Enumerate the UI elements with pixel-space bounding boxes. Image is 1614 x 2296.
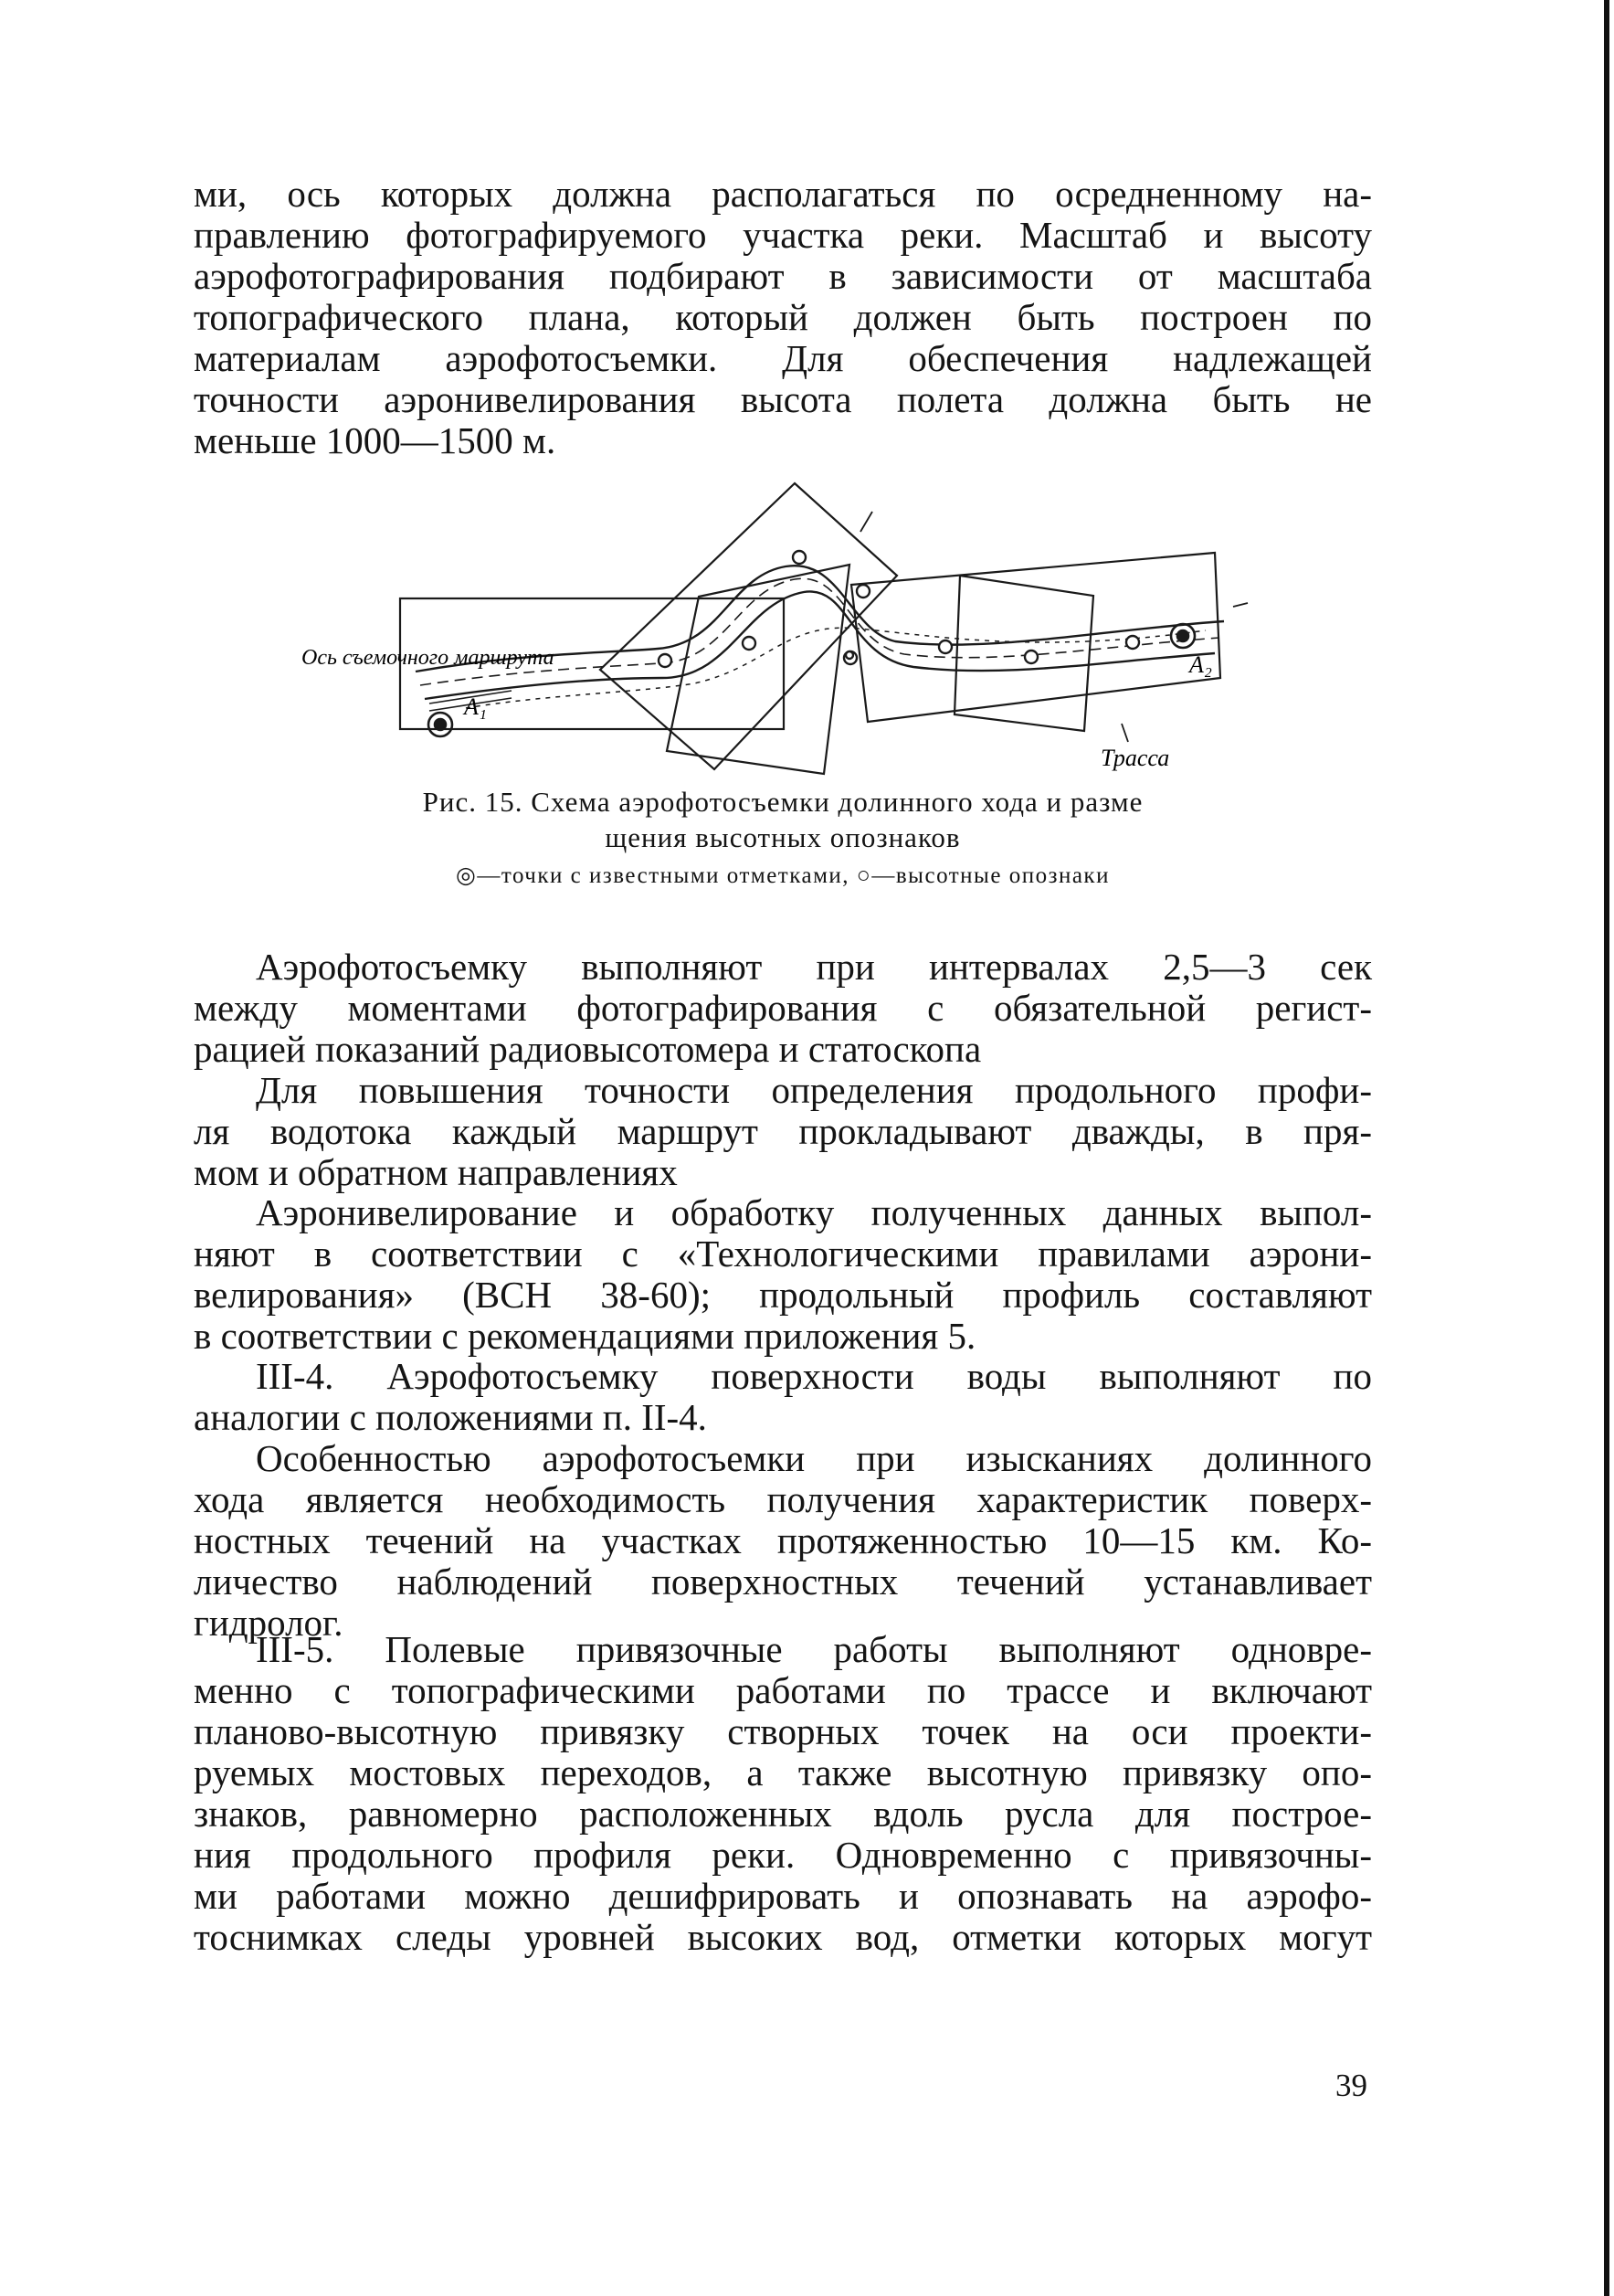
text-line: Особенностью аэрофотосъемки при изысканиях долинного xyxy=(256,1437,1372,1479)
text-line: личество наблюдений поверхностных течений устанавливает xyxy=(194,1561,1372,1603)
text-line: ния продольного профиля реки. Одновременно с привязочны- xyxy=(194,1834,1372,1876)
text-line: III-5. Полевые привязочные работы выполняют одновре- xyxy=(256,1628,1372,1670)
elevation-marker xyxy=(939,640,952,653)
page-edge-rule xyxy=(1604,0,1609,2296)
elevation-marker xyxy=(1126,636,1139,649)
text-line: ля водотока каждый маршрут прокладывают дважды, в пря- xyxy=(194,1110,1372,1152)
text-line: няют в соответствии с «Технологическими правилами аэрони- xyxy=(194,1233,1372,1275)
figure-caption-title xyxy=(194,784,1372,855)
elevation-marker xyxy=(793,551,806,564)
text-line: ми работами можно дешифрировать и опознавать на аэрофо- xyxy=(194,1875,1372,1917)
body-paragraph xyxy=(194,1192,1372,1357)
a1-label: A₁ xyxy=(464,693,487,720)
photo-frame xyxy=(851,553,1220,722)
elevation-marker xyxy=(659,654,671,667)
body-paragraph xyxy=(194,1356,1372,1438)
text-line: тоснимках следы уровней высоких вод, отметки которых могут xyxy=(194,1916,1372,1958)
text-line: знаков, равномерно расположенных вдоль русла для построе- xyxy=(194,1793,1372,1835)
page-number: 39 xyxy=(1335,2068,1367,2103)
text-line: Аэронивелирование и обработку полученных данных выпол- xyxy=(256,1191,1372,1233)
text-line: меньше 1000—1500 м. xyxy=(194,419,556,461)
text-line: велирования» (ВСН 38-60); продольный профиль составляют xyxy=(194,1274,1372,1316)
route-label: Трасса xyxy=(1101,745,1170,771)
body-paragraph xyxy=(194,947,1372,1070)
text-line: рацией показаний радиовысотомера и статоскопа xyxy=(194,1028,982,1070)
frame-tick xyxy=(1233,603,1248,607)
text-line: Аэрофотосъемку выполняют при интервалах 2,5—3 сек xyxy=(256,946,1372,988)
elevation-marker xyxy=(846,651,853,659)
text-line: мом и обратном направлениях xyxy=(194,1151,678,1193)
route-label-leader xyxy=(1122,724,1128,742)
text-line: ностных течений на участках протяженностью 10—15 км. Ко- xyxy=(194,1519,1372,1561)
figure-caption-legend: ◎—точки с известными отметками, ○—высотные опознаки xyxy=(456,863,1110,888)
text-line: материалам аэрофотосъемки. Для обеспечения надлежащей xyxy=(194,337,1372,379)
aerial-survey-scheme-figure xyxy=(292,475,1279,777)
text-line: в соответствии с рекомендациями приложения 5. xyxy=(194,1315,976,1357)
text-line: аэрофотографирования подбирают в зависимости от масштаба xyxy=(194,255,1372,297)
text-line: хода является необходимость получения характеристик поверх- xyxy=(194,1478,1372,1520)
text-line: ми, ось которых должна располагаться по осредненному на- xyxy=(194,173,1372,215)
text-line: планово-высотную привязку створных точек на оси проекти- xyxy=(194,1710,1372,1752)
benchmark-a1-marker xyxy=(435,719,446,730)
caption-line: Рис. 15. Схема аэрофотосъемки долинного хода и разме xyxy=(422,786,1144,818)
axis-label: Ось съемочного маршрута xyxy=(301,646,554,670)
a2-label: A₂ xyxy=(1189,651,1212,678)
benchmark-a2-marker xyxy=(1177,630,1188,641)
text-line: Для повышения точности определения продольного профи- xyxy=(256,1069,1372,1111)
text-line: правлению фотографируемого участка реки. Масштаб и высоту xyxy=(194,214,1372,256)
text-line: топографического плана, который должен быть построен по xyxy=(194,296,1372,338)
photo-frame xyxy=(667,565,849,774)
elevation-marker xyxy=(1025,651,1038,663)
text-line: аналогии с положениями п. II-4. xyxy=(194,1396,707,1438)
body-paragraph xyxy=(194,1629,1372,1958)
text-line: между моментами фотографирования с обязательной регист- xyxy=(194,987,1372,1029)
text-line: точности аэронивелирования высота полета должна быть не xyxy=(194,378,1372,420)
top-paragraph xyxy=(194,174,1372,461)
text-line: гидролог. xyxy=(194,1602,343,1644)
text-line: менно с топографическими работами по трассе и включают xyxy=(194,1669,1372,1711)
body-paragraph xyxy=(194,1070,1372,1193)
frame-tick xyxy=(860,512,872,532)
elevation-marker xyxy=(857,585,870,598)
caption-line: щения высотных опознаков xyxy=(605,821,961,853)
text-line: III-4. Аэрофотосъемку поверхности воды выполняют по xyxy=(256,1355,1372,1397)
text-line: руемых мостовых переходов, а также высотную привязку опо- xyxy=(194,1751,1372,1793)
elevation-marker xyxy=(743,637,755,650)
body-paragraph xyxy=(194,1438,1372,1644)
